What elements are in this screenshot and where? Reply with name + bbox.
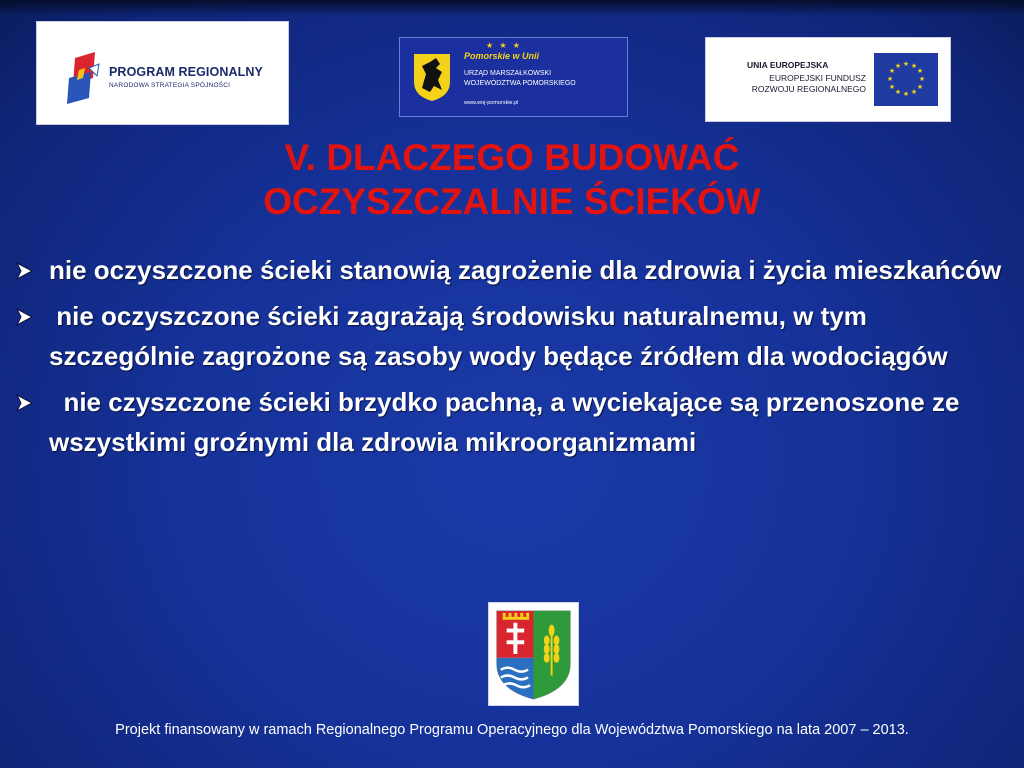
stars-decoration: ★ ★ ★ [486,41,522,50]
unia-fund [722,73,866,95]
unia-line2: ROZWOJU REGIONALNEGO [751,84,866,94]
pomorskie-w-unii-logo [399,37,628,117]
arrow-bullet-icon [14,260,36,282]
program-regionalny-subtitle: NARODOWA STRATEGIA SPÓJNOŚCI [109,82,231,89]
pomorskie-title: Pomorskie w Unii [464,51,540,61]
bullet-item [14,250,1004,290]
slide-title [0,136,1024,224]
unia-europejska-logo [705,37,951,122]
svg-text:★: ★ [916,67,924,75]
bullet-list [14,250,1004,468]
slide-title-line1: V. DLACZEGO BUDOWAĆ [284,137,740,178]
svg-text:★: ★ [894,88,902,96]
svg-text:★: ★ [916,83,924,91]
svg-text:★: ★ [910,88,918,96]
unia-line1: EUROPEJSKI FUNDUSZ [769,73,866,83]
svg-text:★: ★ [902,90,910,98]
arrow-bullet-icon [14,392,36,414]
griffin-shield-icon [412,52,452,102]
program-regionalny-title: PROGRAM REGIONALNY [109,65,263,79]
pomorskie-url: www.woj-pomorskie.pl [464,100,519,106]
unia-title: UNIA EUROPEJSKA [747,60,829,70]
eu-flag-icon [874,53,938,106]
footer-note: Projekt finansowany w ramach Regionalnego Programu Operacyjnego dla Województwa Pomorskiego na lata 2007 – 2013. [115,722,909,738]
slide-title-line2: OCZYSZCZALNIE ŚCIEKÓW [263,181,761,222]
arrow-bullet-icon [14,306,36,328]
municipal-coat-of-arms-icon [489,603,578,705]
svg-text:★: ★ [886,75,894,83]
svg-text:★: ★ [888,83,896,91]
pomorskie-line2: WOJEWÓDZTWA POMORSKIEGO [464,80,576,87]
svg-text:★: ★ [888,67,896,75]
top-shadow-band [0,0,1024,16]
program-regionalny-logo [36,21,289,125]
bullet-text: nie oczyszczone ścieki zagrażają środowisku naturalnemu, w tym szczególnie zagrożone są zasoby wody będące źródłem dla wodociągów [49,301,948,371]
bullet-text: nie czyszczone ścieki brzydko pachną, a wyciekające są przenoszone ze wszystkimi groźnymi dla zdrowia mikroorganizmami [49,387,960,457]
svg-text:★: ★ [918,75,926,83]
bullet-text: nie oczyszczone ścieki stanowią zagrożenie dla zdrowia i życia mieszkańców [49,255,1002,285]
svg-text:★: ★ [910,62,918,70]
bullet-item [14,382,1004,462]
pomorskie-line1: URZĄD MARSZAŁKOWSKI [464,70,552,77]
pomorskie-office [464,69,576,89]
svg-text:★: ★ [894,62,902,70]
coat-of-arms [488,602,579,706]
bullet-item [14,296,1004,376]
svg-text:★: ★ [902,60,910,68]
